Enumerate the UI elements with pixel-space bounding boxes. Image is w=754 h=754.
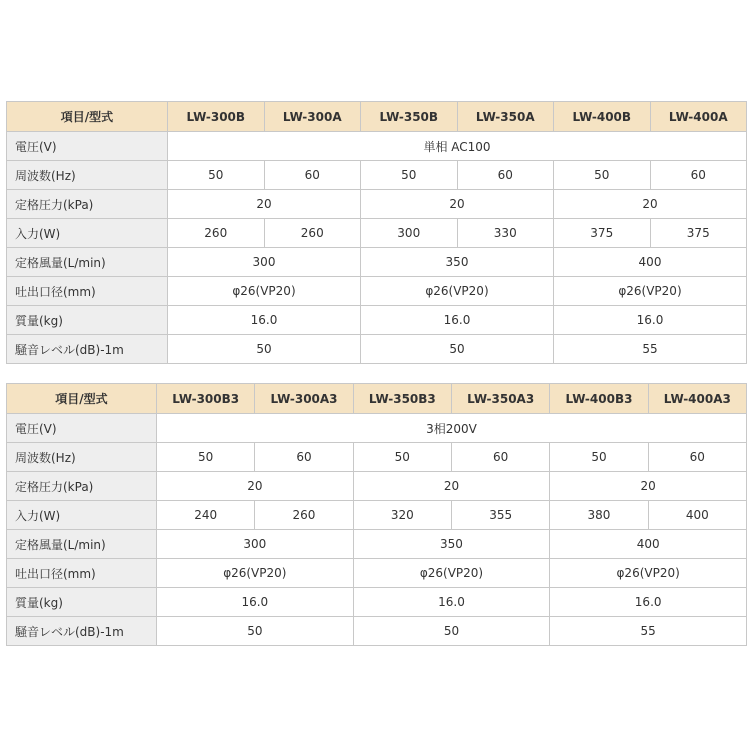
table-cell: 60 [451, 443, 549, 472]
table-cell: 55 [550, 617, 747, 646]
table-header-row [7, 384, 747, 414]
row-label: 入力(W) [7, 219, 168, 248]
row-label: 吐出口径(mm) [7, 277, 168, 306]
header-model: LW-350A3 [451, 384, 549, 414]
header-model: LW-300B [168, 102, 265, 132]
table-row [7, 443, 747, 472]
row-label: 定格圧力(kPa) [7, 190, 168, 219]
table-cell: 300 [157, 530, 354, 559]
table-cell: 260 [255, 501, 353, 530]
table-cell: 380 [550, 501, 648, 530]
table-cell: 50 [168, 335, 361, 364]
table-cell: 400 [554, 248, 747, 277]
table-cell: φ26(VP20) [361, 277, 554, 306]
header-model: LW-400B [554, 102, 651, 132]
table-cell: 50 [550, 443, 648, 472]
spec-table-single-phase [6, 101, 747, 364]
table-cell: 50 [157, 617, 354, 646]
table-cell: 300 [361, 219, 458, 248]
table-cell: 60 [264, 161, 361, 190]
row-label: 質量(kg) [7, 306, 168, 335]
table-cell: 50 [168, 161, 265, 190]
table-cell: φ26(VP20) [550, 559, 747, 588]
table-cell: 300 [168, 248, 361, 277]
table-row [7, 277, 747, 306]
table-row [7, 472, 747, 501]
table-cell: 16.0 [157, 588, 354, 617]
table-row [7, 248, 747, 277]
row-label: 質量(kg) [7, 588, 157, 617]
table-cell: 3相200V [157, 414, 747, 443]
table-cell: φ26(VP20) [554, 277, 747, 306]
row-label: 定格風量(L/min) [7, 248, 168, 277]
table-cell: 50 [353, 617, 550, 646]
table-cell: 20 [168, 190, 361, 219]
table-cell: 240 [157, 501, 255, 530]
table-row [7, 335, 747, 364]
table-cell: 400 [550, 530, 747, 559]
table-cell: 20 [157, 472, 354, 501]
table-cell: 320 [353, 501, 451, 530]
table-cell: 16.0 [168, 306, 361, 335]
row-label: 騒音レベル(dB)-1m [7, 335, 168, 364]
table-cell: 16.0 [361, 306, 554, 335]
table-row [7, 306, 747, 335]
header-model: LW-400A [650, 102, 747, 132]
row-label: 定格圧力(kPa) [7, 472, 157, 501]
table-cell: 60 [255, 443, 353, 472]
table-cell: 単相 AC100 [168, 132, 747, 161]
table-cell: φ26(VP20) [168, 277, 361, 306]
table-row [7, 530, 747, 559]
table-cell: 60 [648, 443, 746, 472]
header-model: LW-300B3 [157, 384, 255, 414]
table-cell: 350 [353, 530, 550, 559]
table-row [7, 414, 747, 443]
table-cell: φ26(VP20) [157, 559, 354, 588]
header-model: LW-400B3 [550, 384, 648, 414]
table-cell: 20 [554, 190, 747, 219]
row-label: 周波数(Hz) [7, 443, 157, 472]
table-row [7, 219, 747, 248]
table-row [7, 161, 747, 190]
table-cell: 20 [361, 190, 554, 219]
spec-table-three-phase [6, 383, 747, 646]
header-model: LW-350A [457, 102, 554, 132]
header-model: LW-300A [264, 102, 361, 132]
table-cell: 50 [361, 335, 554, 364]
table-cell: 260 [168, 219, 265, 248]
table-cell: 375 [554, 219, 651, 248]
table-cell: 375 [650, 219, 747, 248]
table-cell: 50 [361, 161, 458, 190]
header-item-model: 項目/型式 [7, 384, 157, 414]
table-cell: 50 [554, 161, 651, 190]
header-model: LW-400A3 [648, 384, 746, 414]
table-cell: 20 [550, 472, 747, 501]
table-cell: 16.0 [550, 588, 747, 617]
table-cell: 355 [451, 501, 549, 530]
table-cell: φ26(VP20) [353, 559, 550, 588]
table-cell: 50 [353, 443, 451, 472]
table-cell: 60 [457, 161, 554, 190]
row-label: 吐出口径(mm) [7, 559, 157, 588]
row-label: 周波数(Hz) [7, 161, 168, 190]
table-row [7, 132, 747, 161]
row-label: 定格風量(L/min) [7, 530, 157, 559]
table-row [7, 190, 747, 219]
row-label: 入力(W) [7, 501, 157, 530]
table-cell: 20 [353, 472, 550, 501]
header-model: LW-350B [361, 102, 458, 132]
table-header-row [7, 102, 747, 132]
table-row [7, 617, 747, 646]
header-model: LW-300A3 [255, 384, 353, 414]
table-cell: 55 [554, 335, 747, 364]
table-cell: 16.0 [554, 306, 747, 335]
header-model: LW-350B3 [353, 384, 451, 414]
row-label: 騒音レベル(dB)-1m [7, 617, 157, 646]
table-cell: 50 [157, 443, 255, 472]
table-cell: 330 [457, 219, 554, 248]
table-row [7, 501, 747, 530]
table-row [7, 588, 747, 617]
row-label: 電圧(V) [7, 414, 157, 443]
header-item-model: 項目/型式 [7, 102, 168, 132]
table-row [7, 559, 747, 588]
row-label: 電圧(V) [7, 132, 168, 161]
table-cell: 60 [650, 161, 747, 190]
table-cell: 16.0 [353, 588, 550, 617]
table-cell: 350 [361, 248, 554, 277]
table-cell: 400 [648, 501, 746, 530]
table-cell: 260 [264, 219, 361, 248]
